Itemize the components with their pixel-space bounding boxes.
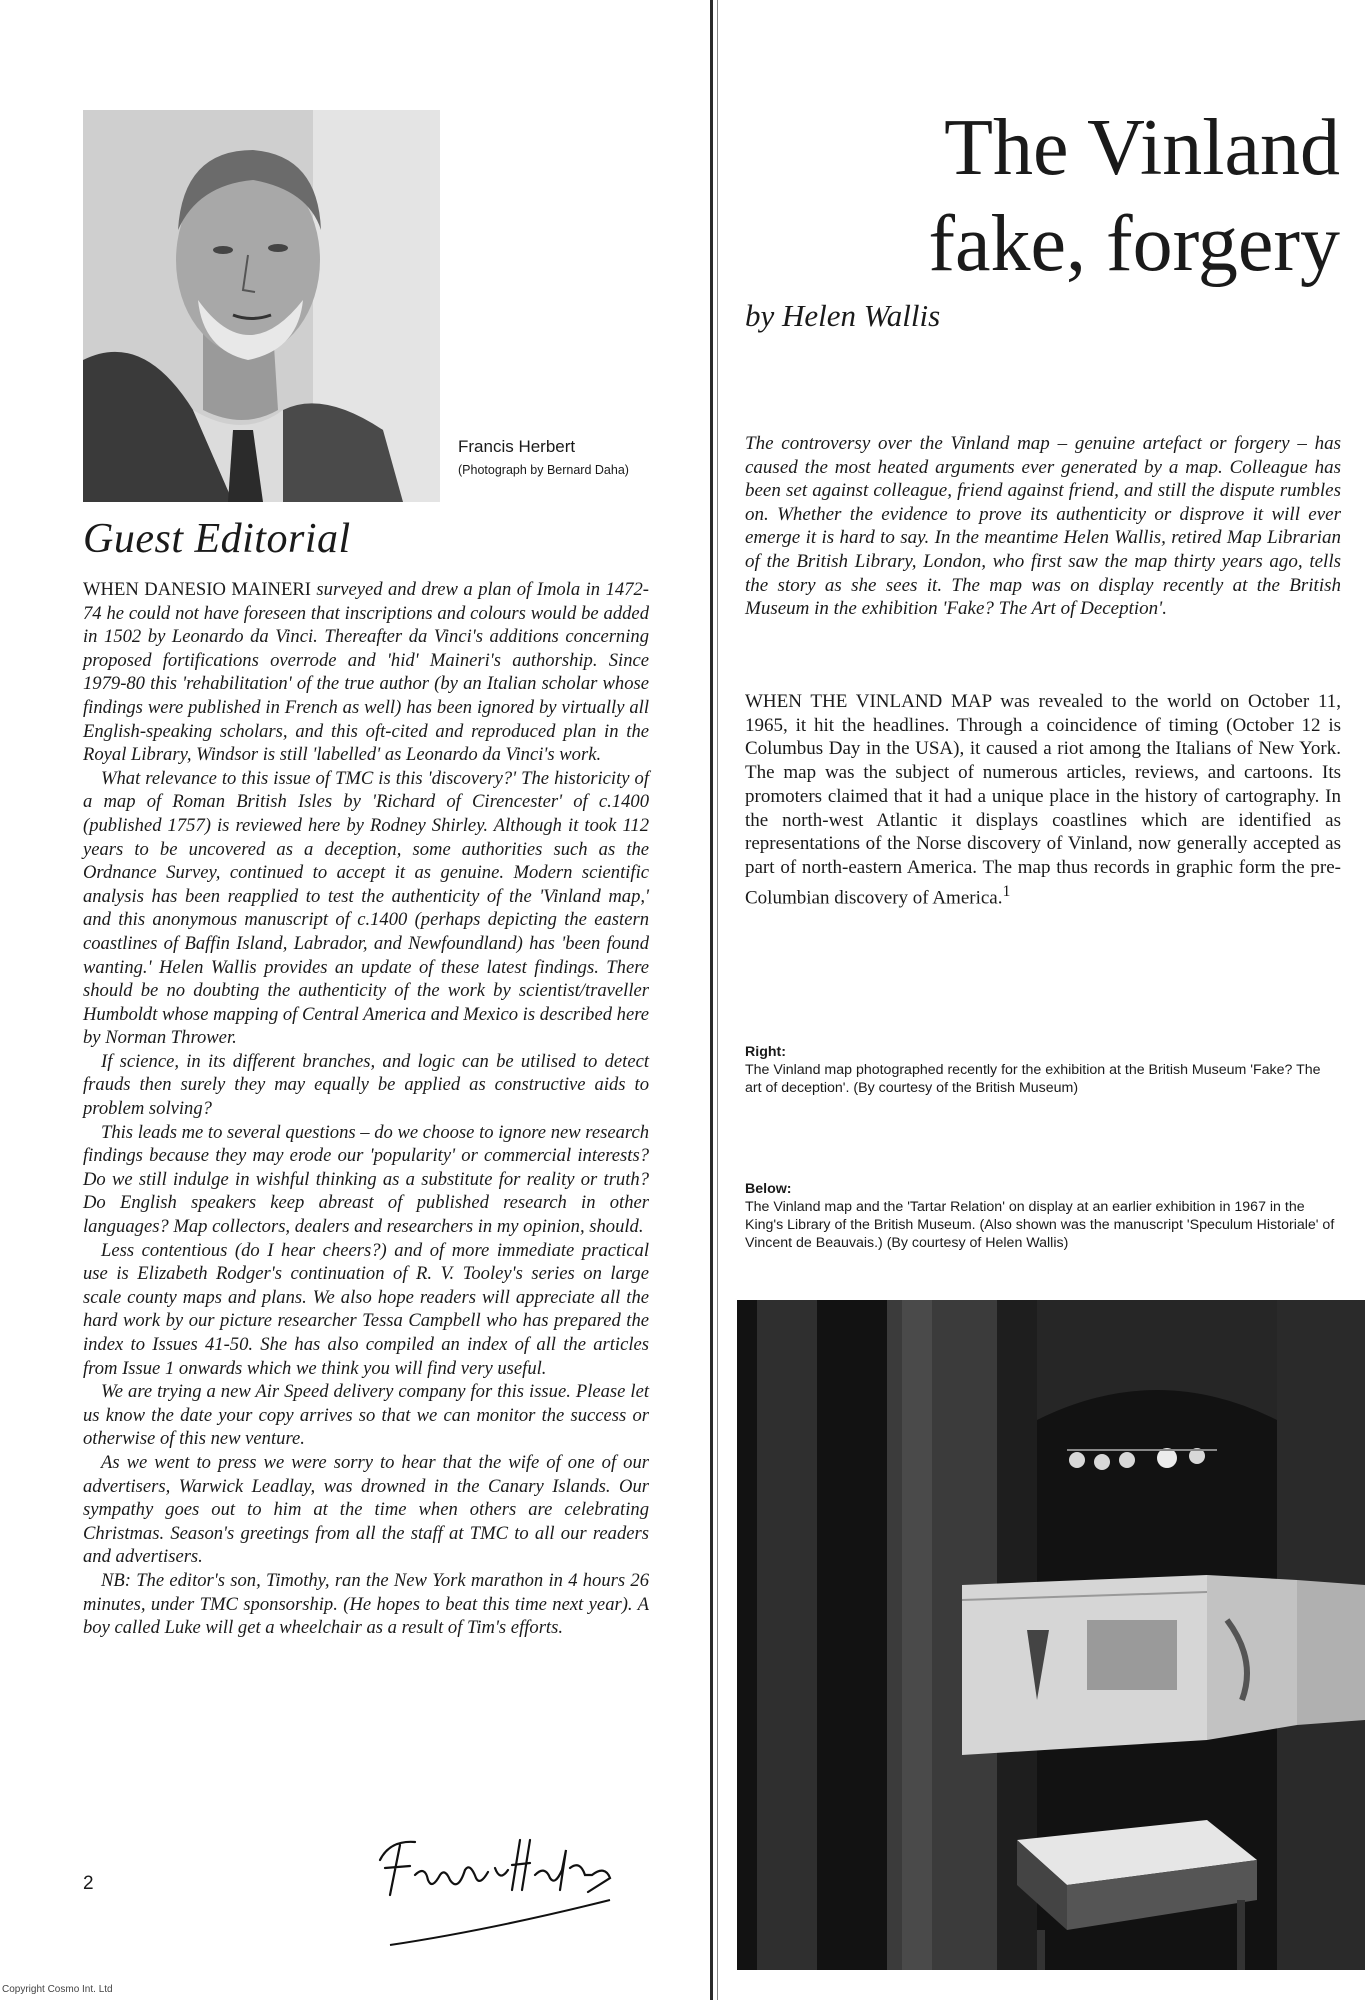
exhibition-photo [737, 1300, 1365, 1970]
article-byline: by Helen Wallis [745, 298, 941, 333]
article-title [760, 100, 1340, 292]
editorial-paragraph: If science, in its different branches, and logic can be utilised to detect frauds then surely they may equally be applied as constructive aids to problem solving? [83, 1050, 649, 1120]
editor-signature [370, 1820, 630, 1960]
article-title-line: The Vinland [944, 104, 1340, 192]
page-gutter-line [710, 0, 713, 2000]
photo-caption-credit: (Photograph by Bernard Daha) [458, 463, 629, 477]
article-body: WHEN THE VINLAND MAP was revealed to the world on October 11, 1965, it hit the headlines. Through a coincidence of timing (October 12 is Columbus Day in the USA), it caused a riot among the Italians of New York. The map was the subject of numerous articles, reviews, and cartoons. Its promoters claimed that it had a unique place in the history of cartography. In the north-west Atlantic it displays coastlines which are identified as representations of the Norse discovery of Vinland, now generally accepted as part of north-eastern America. The map thus records in graphic form the pre-Columbian discovery of America.$^1$ [745, 691, 1341, 908]
editor-portrait-photo [83, 110, 440, 502]
caption-right-label: Right: [745, 1044, 786, 1060]
editorial-body [83, 578, 649, 1640]
footnote-marker: 1 [1002, 882, 1011, 900]
editorial-paragraph: What relevance to this issue of TMC is this 'discovery?' The historicity of a map of Roman British Isles by 'Richard of Cirencester' of c.1400 (published 1757) is reviewed here by Rodney Shirley. Although it took 112 years to be uncovered as a deception, some authorities such as the Ordnance Survey, continued to accept it as genuine. Modern scientific analysis has been reapplied to test the authenticity of the 'Vinland map,' and this anonymous manuscript of c.1400 (perhaps depicting the eastern coastlines of Baffin Island, Labrador, and Newfoundland) has 'been found wanting.' Helen Wallis provides an update of these latest findings. There should be no doubting the authenticity of the work by scientist/traveller Humboldt whose mapping of Central America and Mexico is described here by Norman Thrower. [83, 767, 649, 1049]
article-title-line: fake, forgery [928, 200, 1340, 288]
photo-caption-name: Francis Herbert [458, 437, 576, 456]
caption-right: Right: The Vinland map photographed recently for the exhibition at the British Museum 'Fake? The art of deception'. (By courtesy of the British Museum) [745, 1043, 1341, 1097]
photo-caption [458, 437, 648, 477]
editorial-paragraph: This leads me to several questions – do we choose to ignore new research findings because they may erode our 'popularity' or commercial interests? Do we still indulge in wishful thinking as a substitute for reality or truth? Do English speakers keep abreast of published research in other languages? Map collectors, dealers and researchers in my opinion, should. [83, 1121, 649, 1238]
copyright-watermark: Copyright Cosmo Int. Ltd [2, 1984, 113, 1995]
caption-below: Below: The Vinland map and the 'Tartar Relation' on display at an earlier exhibition in 1967 in the King's Library of the British Museum. (Also shown was the manuscript 'Speculum Historiale' of Vincent de Beauvais.) (By courtesy of Helen Wallis) [745, 1180, 1341, 1252]
article-lead-caps: WHEN THE VINLAND MAP [745, 691, 992, 712]
article-standfirst: The controversy over the Vinland map – genuine artefact or forgery – has caused the most heated arguments ever generated by a map. Colleague has been set against colleague, friend against friend, and still the dispute rumbles on. Whether the evidence to prove its authenticity or disprove it will ever emerge it is hard to say. In the meantime Helen Wallis, retired Map Librarian of the British Library, London, who first saw the map thirty years ago, tells the story as she sees it. The map was on display recently at the British Museum in the exhibition 'Fake? The Art of Deception'. [745, 433, 1341, 620]
editorial-paragraph: Less contentious (do I hear cheers?) and of more immediate practical use is Elizabeth Rodger's continuation of R. V. Tooley's series on large scale county maps and plans. We also hope readers will appreciate all the hard work by our picture researcher Tessa Campbell who has prepared the index to Issues 41-50. She has also compiled an index of all the articles from Issue 1 onwards which we think you will find very useful. [83, 1239, 649, 1379]
guest-editorial-heading: Guest Editorial [83, 516, 351, 562]
editorial-paragraph: NB: The editor's son, Timothy, ran the New York marathon in 4 hours 26 minutes, under TMC sponsorship. (He hopes to beat this time next year). A boy called Luke will get a wheelchair as a result of Tim's efforts. [83, 1569, 649, 1639]
editorial-paragraph: WHEN DANESIO MAINERI surveyed and drew a plan of Imola in 1472-74 he could not have foreseen that inscriptions and colours would be added in 1502 by Leonardo da Vinci. Thereafter da Vinci's additions concerning proposed fortifications overrode and 'hid' Maineri's authorship. Since 1979-80 this 'rehabilitation' of the true author (by an Italian scholar whose findings were published in French as well) has been ignored by virtually all English-speaking scholars, and this oft-cited and reproduced plan in the Royal Library, Windsor is still 'labelled' as Leonardo da Vinci's work. [83, 579, 649, 766]
editorial-paragraph: As we went to press we were sorry to hear that the wife of one of our advertisers, Warwick Leadlay, was drowned in the Canary Islands. Our sympathy goes out to him at the time when others are celebrating Christmas. Season's greetings from all the staff at TMC to all our readers and advertisers. [83, 1451, 649, 1568]
editorial-paragraph: We are trying a new Air Speed delivery company for this issue. Please let us know the date your copy arrives so that we can monitor the success or otherwise of this new venture. [83, 1381, 649, 1450]
page-number: 2 [83, 1873, 94, 1894]
editorial-lead-caps: WHEN DANESIO MAINERI [83, 579, 311, 600]
caption-below-label: Below: [745, 1181, 792, 1197]
page-gutter-shadow [717, 0, 718, 2000]
